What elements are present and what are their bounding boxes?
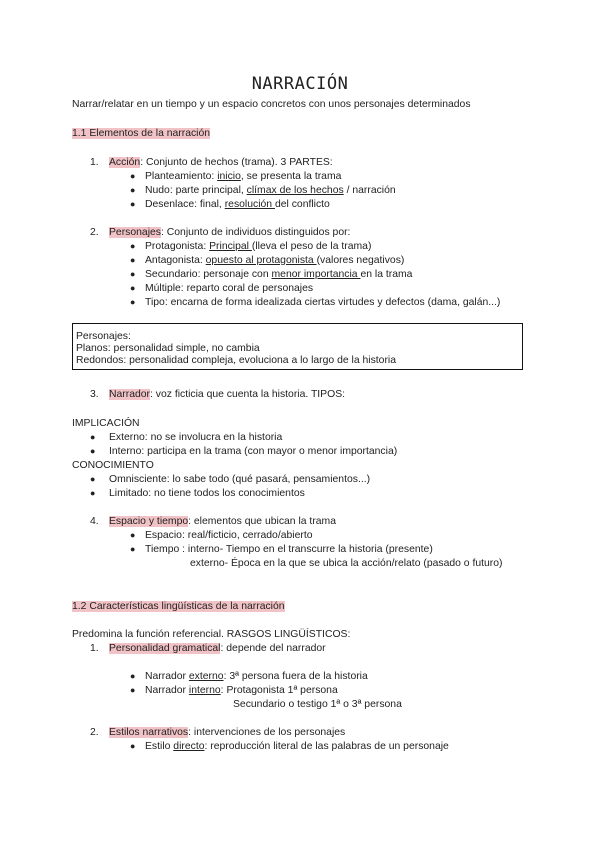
list-item: Planteamiento: inicio, se presenta la trama [145, 171, 342, 182]
list-item: Protagonista: Principal (lleva el peso de la trama) [145, 241, 372, 252]
list-item: Espacio: real/ficticio, cerrado/abierto [145, 530, 313, 541]
subtitle: Narrar/relatar en un tiempo y un espacio concretos con unos personajes determinados [72, 99, 471, 110]
term-highlight: Personajes [109, 227, 161, 238]
list-number: 2. [90, 727, 99, 738]
box-line: Planos: personalidad simple, no cambia [76, 343, 260, 354]
list-item: Estilo directo: reproducción literal de las palabras de un personaje [145, 741, 449, 752]
bullet-icon: ● [130, 544, 136, 554]
section-heading-1-1 [72, 127, 210, 140]
bullet-icon: ● [130, 671, 136, 681]
list-item-narrador [109, 388, 345, 401]
list-item: Múltiple: reparto coral de personajes [145, 283, 314, 294]
bullet-icon: ● [130, 171, 136, 181]
list-item-personajes [109, 226, 350, 239]
list-item: Omnisciente: lo sabe todo (qué pasará, pensamientos...) [109, 474, 371, 485]
subheading-implicacion: IMPLICACIÓN [72, 418, 140, 429]
bullet-icon: ● [90, 446, 96, 456]
list-item: Nudo: parte principal, clímax de los hechos / narración [145, 185, 396, 196]
bullet-icon: ● [90, 432, 96, 442]
list-item: Externo: no se involucra en la historia [109, 432, 283, 443]
term-definition: : elementos que ubican la trama [188, 516, 336, 527]
list-item: Desenlace: final, resolución del conflicto [145, 199, 330, 210]
list-number: 2. [90, 227, 99, 238]
list-item-accion [109, 156, 333, 169]
term-highlight: Narrador [109, 389, 150, 400]
bullet-icon: ● [90, 488, 96, 498]
list-item-estilos [109, 726, 345, 739]
bullet-icon: ● [130, 199, 136, 209]
list-number: 4. [90, 516, 99, 527]
list-item-continuation: externo- Época en la que se ubica la acción/relato (pasado o futuro) [190, 558, 503, 569]
term-definition: : voz ficticia que cuenta la historia. TIPOS: [150, 389, 346, 400]
bullet-icon: ● [130, 185, 136, 195]
term-definition: : Conjunto de individuos distinguidos por: [160, 227, 351, 238]
list-item: Tipo: encarna de forma idealizada ciertas virtudes y defectos (dama, galán...) [145, 297, 501, 308]
box-line: Personajes: [76, 331, 131, 342]
term-highlight: Personalidad gramatical [109, 643, 221, 654]
list-item-personalidad [109, 642, 326, 655]
term-definition: : intervenciones de los personajes [188, 727, 346, 738]
bullet-icon: ● [130, 297, 136, 307]
section-intro: Predomina la función referencial. RASGOS LINGÜÍSTICOS: [72, 629, 351, 640]
subheading-conocimiento: CONOCIMIENTO [72, 460, 154, 471]
bullet-icon: ● [130, 685, 136, 695]
list-item-espacio [109, 515, 336, 528]
bullet-icon: ● [90, 474, 96, 484]
list-number: 1. [90, 157, 99, 168]
bullet-icon: ● [130, 741, 136, 751]
list-number: 3. [90, 389, 99, 400]
list-item-continuation: Secundario o testigo 1ª o 3ª persona [233, 699, 402, 710]
box-line: Redondos: personalidad compleja, evoluciona a lo largo de la historia [76, 355, 397, 366]
list-item: Narrador externo: 3ª persona fuera de la historia [145, 671, 368, 682]
bullet-icon: ● [130, 283, 136, 293]
term-definition: : depende del narrador [220, 643, 326, 654]
bullet-icon: ● [130, 241, 136, 251]
list-number: 1. [90, 643, 99, 654]
bullet-icon: ● [130, 269, 136, 279]
list-item: Tiempo : interno- Tiempo en el transcurre la historia (presente) [145, 544, 433, 555]
term-definition: : Conjunto de hechos (trama). 3 PARTES: [140, 157, 333, 168]
list-item: Narrador interno: Protagonista 1ª persona [145, 685, 338, 696]
term-highlight: Estilos narrativos [109, 727, 189, 738]
section-heading-text: 1.1 Elementos de la narración [72, 128, 211, 139]
term-highlight: Espacio y tiempo [109, 516, 189, 527]
section-heading-text: 1.2 Características lingüísticas de la narración [72, 601, 285, 612]
bullet-icon: ● [130, 255, 136, 265]
list-item: Antagonista: opuesto al protagonista (valores negativos) [145, 255, 405, 266]
term-highlight: Acción [109, 157, 141, 168]
list-item: Interno: participa en la trama (con mayor o menor importancia) [109, 446, 398, 457]
bullet-icon: ● [130, 530, 136, 540]
section-heading-1-2 [72, 600, 285, 613]
page-title: NARRACIÓN [251, 74, 349, 94]
list-item: Limitado: no tiene todos los conocimientos [109, 488, 305, 499]
list-item: Secundario: personaje con menor importancia en la trama [145, 269, 413, 280]
